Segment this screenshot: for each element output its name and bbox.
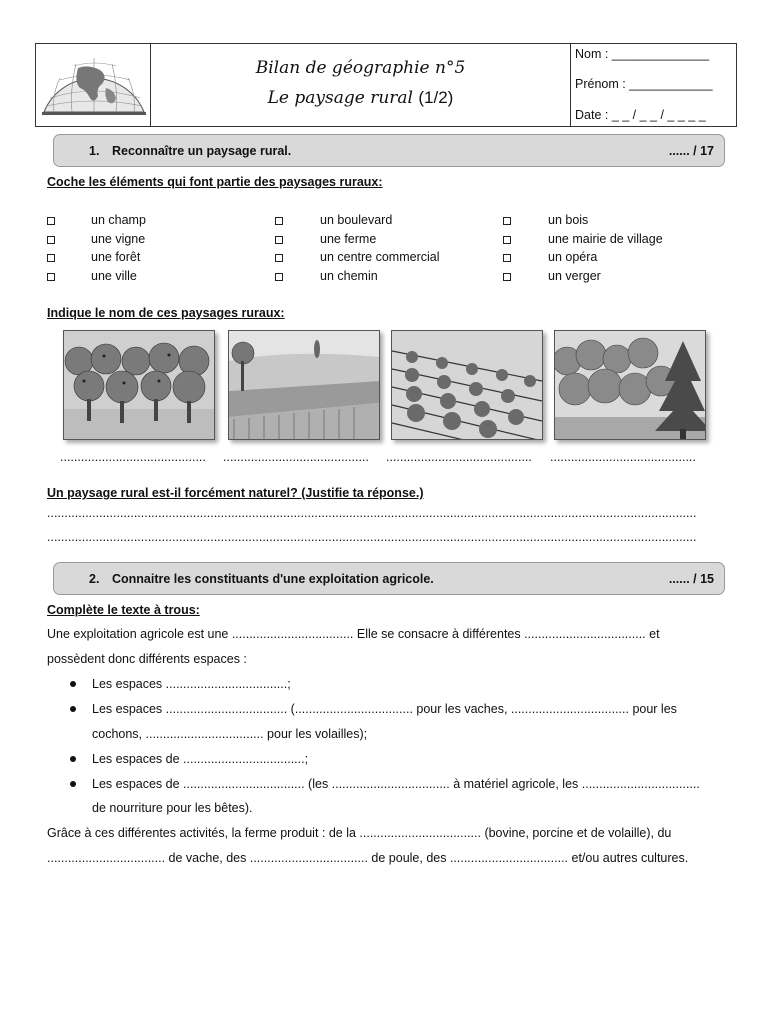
section2-number: 2.: [89, 572, 100, 586]
option-label: une ville: [91, 269, 137, 283]
forest-image: [554, 330, 706, 440]
bullet-item-continued: de nourriture pour les bêtes).: [92, 801, 253, 815]
section2-title: Connaitre les constituants d'une exploitation agricole.: [112, 572, 434, 586]
checkbox[interactable]: [275, 236, 283, 244]
document-subtitle: [151, 88, 570, 108]
checkbox[interactable]: [503, 236, 511, 244]
bullet-item: Les espaces ...................................;: [92, 677, 291, 691]
checkbox[interactable]: [47, 236, 55, 244]
section1-question: Un paysage rural est-il forcément naturel? (Justifie ta réponse.): [47, 486, 424, 500]
bullet-icon: [70, 681, 76, 687]
globe-logo-cell: [36, 44, 151, 126]
paragraph-line: Grâce à ces différentes activités, la ferme produit : de la ................................... (bovine, porcine et de volaille), du: [47, 826, 672, 840]
checkbox[interactable]: [47, 273, 55, 281]
section1-instruction-checkboxes: Coche les éléments qui font partie des paysages ruraux:: [47, 175, 383, 189]
section1-header: [53, 134, 725, 167]
nom-field[interactable]: Nom : ______________: [575, 47, 710, 61]
answer-line[interactable]: ..........................................: [60, 450, 206, 464]
option-label: un chemin: [320, 269, 378, 283]
option-label: une forêt: [91, 250, 141, 264]
fields-image: [228, 330, 380, 440]
vineyard-image: [391, 330, 543, 440]
answer-line[interactable]: ...........................................................................................................................................................................................: [47, 530, 697, 544]
checkbox[interactable]: [503, 273, 511, 281]
checkbox[interactable]: [47, 217, 55, 225]
date-field[interactable]: Date : _ _ / _ _ / _ _ _ _: [575, 108, 706, 122]
title-cell: [151, 44, 571, 126]
option-label: un centre commercial: [320, 250, 440, 264]
checkbox[interactable]: [503, 254, 511, 262]
option-label: une mairie de village: [548, 232, 663, 246]
option-label: un boulevard: [320, 213, 393, 227]
option-label: un bois: [548, 213, 589, 227]
answer-line[interactable]: ..........................................: [223, 450, 369, 464]
prenom-field[interactable]: Prénom : ____________: [575, 77, 713, 91]
option-label: un verger: [548, 269, 601, 283]
bullet-icon: [70, 756, 76, 762]
header-table: [35, 43, 737, 127]
bullet-item: Les espaces ................................... (.................................. pour les vaches, .................................. pour les: [92, 702, 677, 716]
answer-line[interactable]: ...........................................................................................................................................................................................: [47, 506, 697, 520]
subtitle-text: Le paysage rural: [267, 88, 413, 108]
bullet-icon: [70, 706, 76, 712]
checkbox[interactable]: [47, 254, 55, 262]
checkbox[interactable]: [503, 217, 511, 225]
paragraph-line: possèdent donc différents espaces :: [47, 652, 247, 666]
bullet-item: Les espaces de ................................... (les .................................. à matériel agricole, les ..................................: [92, 777, 700, 791]
document-title: Bilan de géographie n°5: [255, 58, 466, 78]
option-label: un opéra: [548, 250, 598, 264]
section2-instruction: Complète le texte à trous:: [47, 603, 200, 617]
paragraph-line: .................................. de vache, des .................................. de poule, des .................................. et/ou autres cultures.: [47, 851, 689, 865]
subtitle-part: (1/2): [418, 88, 454, 107]
option-label: une vigne: [91, 232, 146, 246]
checkbox[interactable]: [275, 217, 283, 225]
section1-score: ...... / 17: [668, 144, 714, 158]
answer-line[interactable]: ..........................................: [386, 450, 532, 464]
paragraph-line: Une exploitation agricole est une ................................... Elle se consacre à différentes ................................... et: [47, 627, 660, 641]
globe-icon: [36, 44, 150, 126]
orchard-image: [63, 330, 215, 440]
identity-cell: [571, 44, 736, 126]
bullet-item: Les espaces de ...................................;: [92, 752, 309, 766]
option-label: une ferme: [320, 232, 377, 246]
section2-header: [53, 562, 725, 595]
option-label: un champ: [91, 213, 146, 227]
bullet-item-continued: cochons, .................................. pour les volailles);: [92, 727, 368, 741]
checkbox[interactable]: [275, 273, 283, 281]
section2-score: ...... / 15: [668, 572, 714, 586]
section1-number: 1.: [89, 144, 100, 158]
bullet-icon: [70, 781, 76, 787]
checkbox[interactable]: [275, 254, 283, 262]
section1-instruction-images: Indique le nom de ces paysages ruraux:: [47, 306, 285, 320]
answer-line[interactable]: ..........................................: [550, 450, 696, 464]
section1-title: Reconnaître un paysage rural.: [112, 144, 292, 158]
